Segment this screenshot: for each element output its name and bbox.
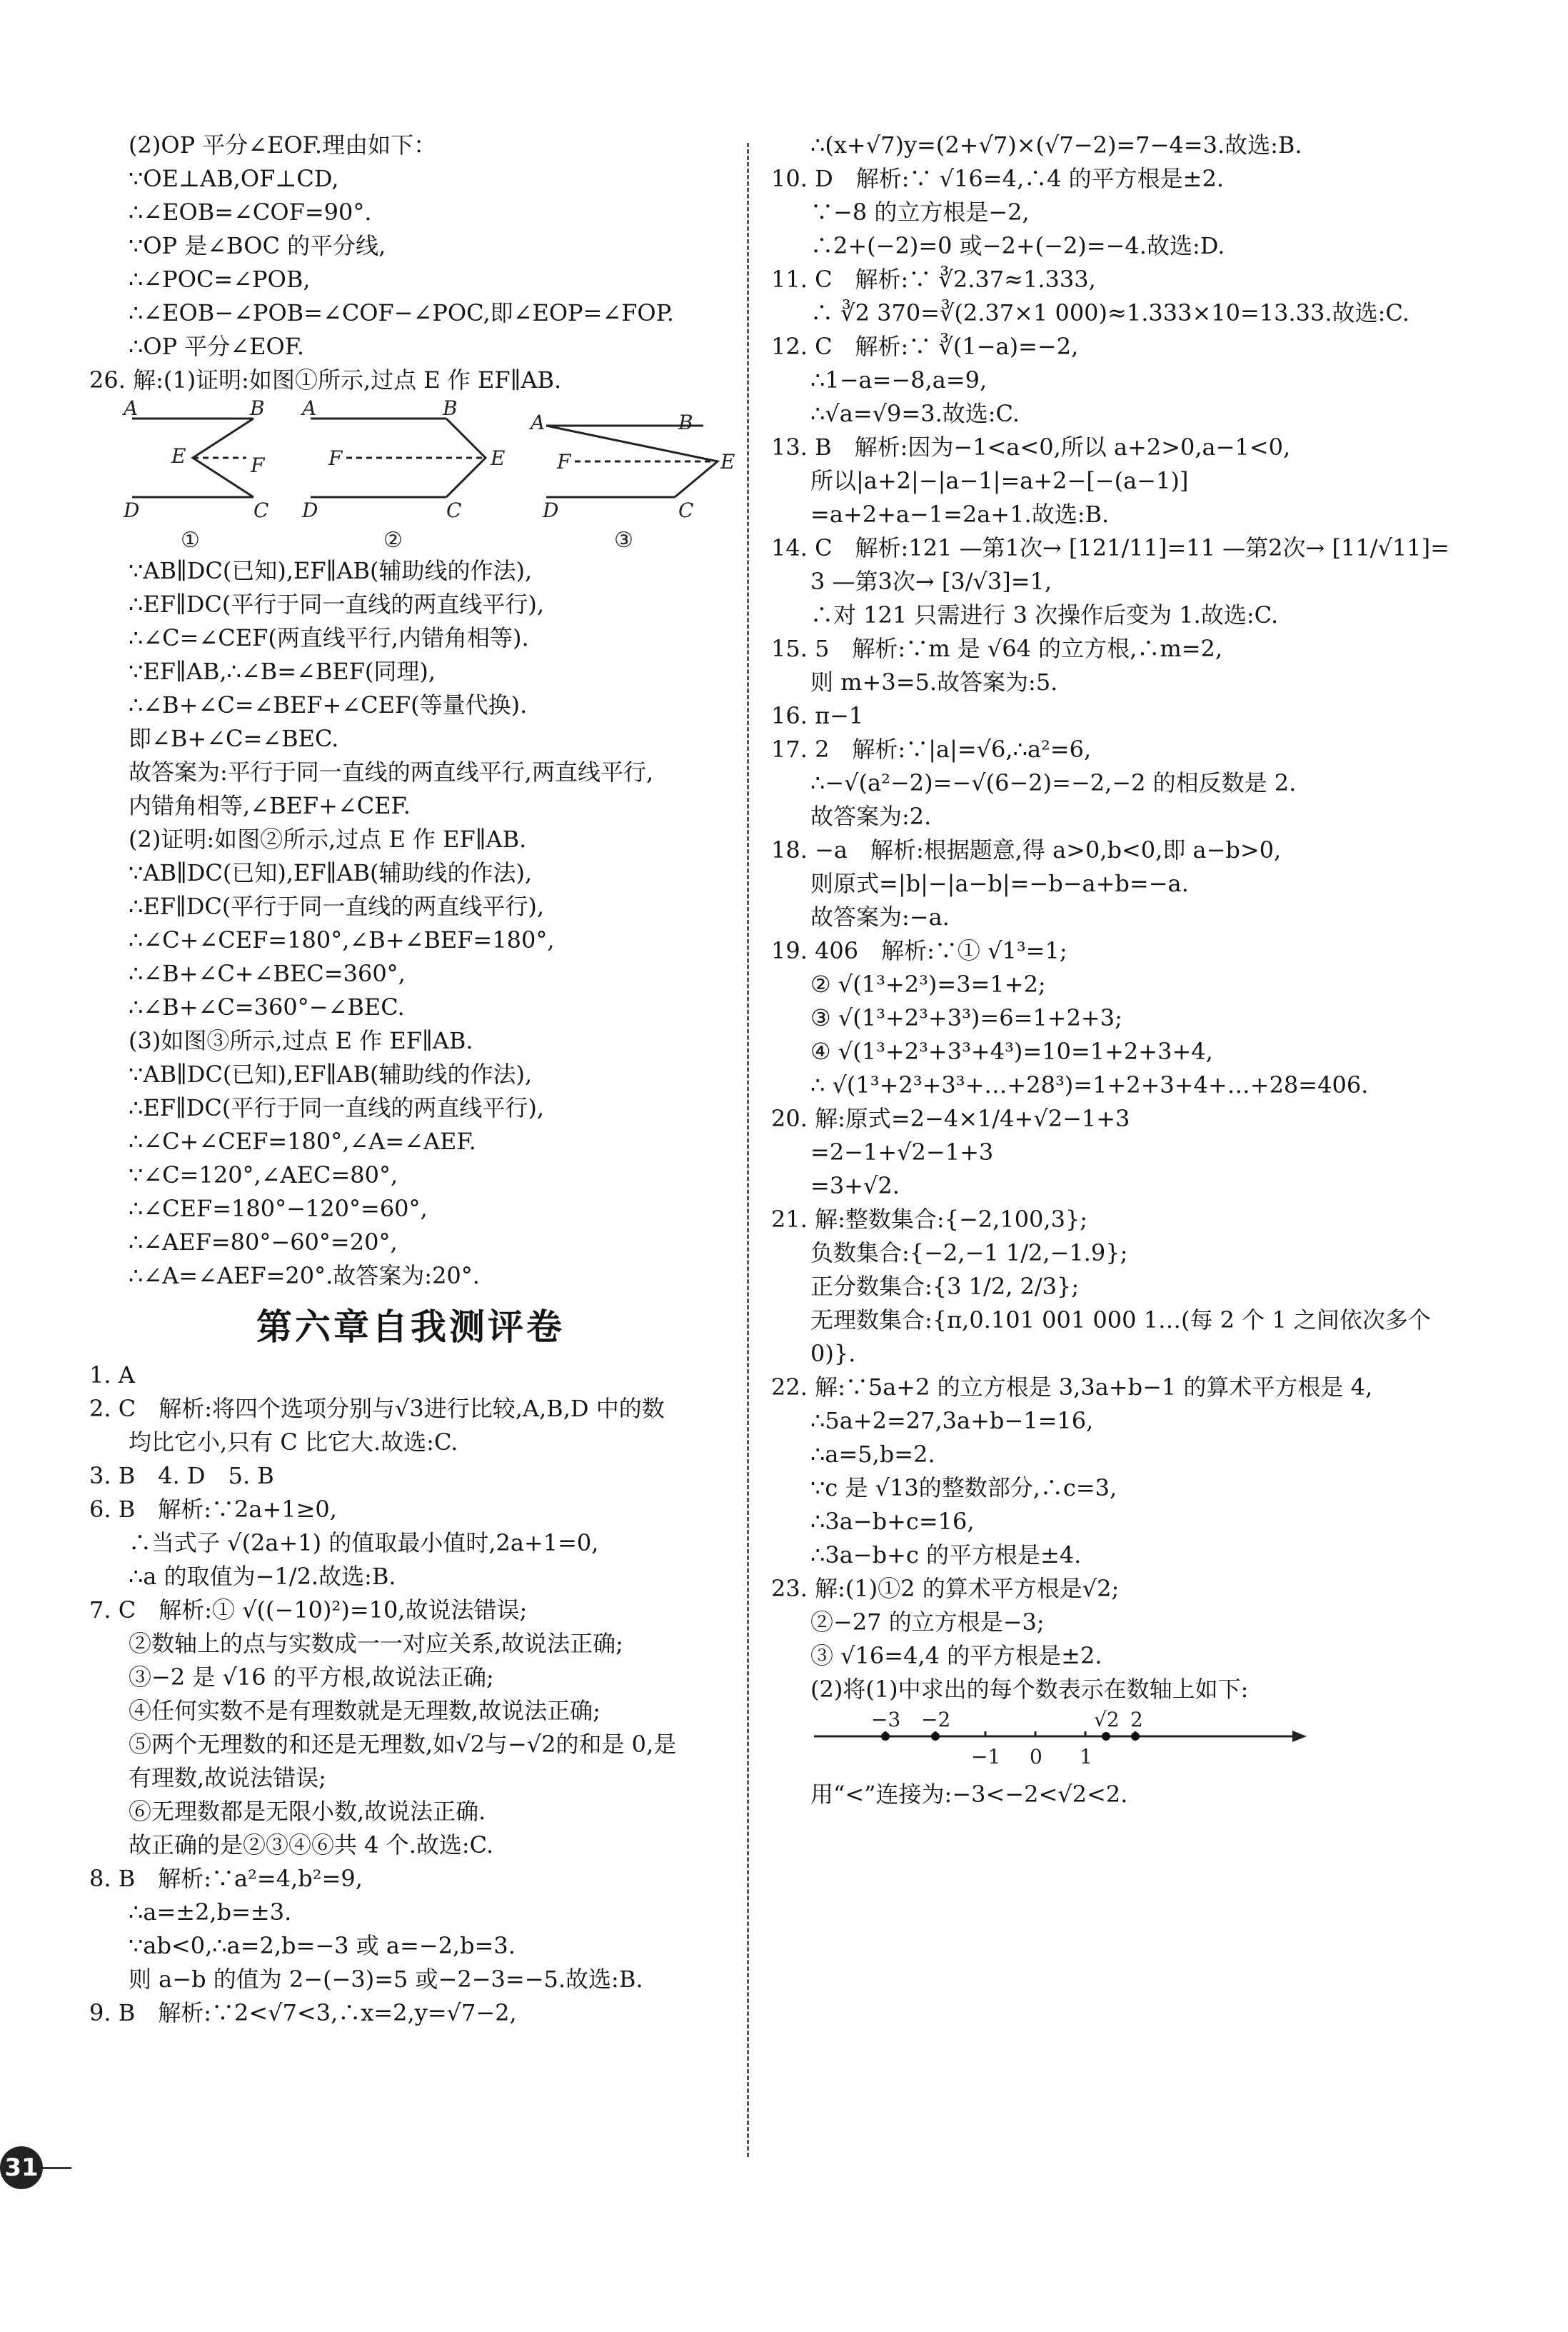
geometry-figures (89, 396, 735, 554)
lm-line: ∴∠C=∠CEF(两直线平行,内错角相等). (129, 624, 529, 651)
lm-line: ∴∠CEF=180°−120°=60°, (129, 1195, 428, 1222)
ra-line: ∴2+(−2)=0 或−2+(−2)=−4.故选:D. (810, 232, 1225, 259)
ra-line: 20. 解:原式=2−4×1/4+√2−1+3 (771, 1105, 1130, 1132)
nl-label-sqrt2: √2 (1094, 1708, 1120, 1731)
ra-line: =2−1+√2−1+3 (810, 1139, 994, 1166)
lm-line: ∴∠A=∠AEF=20°.故答案为:20°. (129, 1262, 480, 1289)
ra-line: 负数集合:{−2,−1 1/2,−1.9}; (810, 1239, 1128, 1266)
nl-label-minus-3: −3 (871, 1708, 901, 1731)
lb-line: 9. B 解析:∵2<√7<3,∴x=2,y=√7−2, (89, 1999, 517, 2026)
lm-line: ∴∠B+∠C+∠BEC=360°, (129, 960, 406, 987)
lm-line: ∴∠B+∠C=360°−∠BEC. (129, 994, 405, 1021)
lb-line: 有理数,故说法错误; (129, 1764, 326, 1791)
lm-line: (2)证明:如图②所示,过点 E 作 EF∥AB. (129, 826, 527, 853)
fig3-label-e: E (720, 450, 735, 474)
fig1-label-d: D (124, 499, 140, 522)
lm-line: ∵∠C=120°,∠AEC=80°, (129, 1161, 398, 1188)
number-line (771, 1706, 1457, 1778)
fig1-label-f: F (251, 454, 265, 477)
ra-line: 21. 解:整数集合:{−2,100,3}; (771, 1206, 1088, 1233)
nl-label-1: 1 (1080, 1745, 1092, 1768)
lm-line: ∴EF∥DC(平行于同一直线的两直线平行), (129, 1094, 544, 1121)
left-bottom-block (89, 1358, 732, 2030)
ra-line: ④ √(1³+2³+3³+4³)=10=1+2+3+4, (810, 1038, 1213, 1065)
fig2-label-d: D (302, 499, 318, 522)
ra-line: ∴3a−b+c=16, (810, 1508, 975, 1535)
ra-line: 22. 解:∵5a+2 的立方根是 3,3a+b−1 的算术平方根是 4, (771, 1373, 1373, 1401)
ra-line: 13. B 解析:因为−1<a<0,所以 a+2>0,a−1<0, (771, 434, 1291, 461)
lm-line: ∵AB∥DC(已知),EF∥AB(辅助线的作法), (129, 557, 533, 584)
ra-line: 则 m+3=5.故答案为:5. (810, 669, 1058, 696)
fig3-label-c: C (678, 499, 694, 522)
lb-line: 8. B 解析:∵a²=4,b²=9, (89, 1865, 363, 1892)
ra-line: ∴1−a=−8,a=9, (810, 366, 987, 394)
nl-label-minus-1: −1 (971, 1745, 1001, 1768)
fig3-label-f: F (557, 450, 571, 474)
lb-line: ②数轴上的点与实数成一一对应关系,故说法正确; (129, 1630, 623, 1657)
lm-line: ∵AB∥DC(已知),EF∥AB(辅助线的作法), (129, 1061, 533, 1088)
ra-line: (2)将(1)中求出的每个数表示在数轴上如下: (810, 1676, 1249, 1703)
lb-line: ④任何实数不是有理数就是无理数,故说法正确; (129, 1697, 600, 1724)
ra-line: 正分数集合:{3 1/2, 2/3}; (810, 1273, 1080, 1300)
fig2-label-c: C (446, 499, 462, 522)
left-column (89, 129, 735, 2030)
lb-line: ∵ab<0,∴a=2,b=−3 或 a=−2,b=3. (129, 1932, 516, 1959)
point-minus-2 (931, 1732, 940, 1741)
ra-line: ∴对 121 只需进行 3 次操作后变为 1.故选:C. (810, 601, 1279, 629)
right-column (771, 129, 1457, 1811)
ra-line: ∴ ∛2 370=∛(2.37×1 000)≈1.333×10=13.33.故选:C. (810, 299, 1409, 326)
lb-line: 3. B 4. D 5. B (89, 1462, 274, 1489)
lt-line: ∵OP 是∠BOC 的平分线, (129, 232, 386, 259)
ra-line: ∴3a−b+c 的平方根是±4. (810, 1541, 1082, 1568)
lb-line: ⑤两个无理数的和还是无理数,如√2与−√2的和是 0,是 (129, 1731, 677, 1758)
lt-line: ∵OE⊥AB,OF⊥CD, (129, 165, 339, 192)
lt-line: 26. 解:(1)证明:如图①所示,过点 E 作 EF∥AB. (89, 366, 562, 394)
ra-line: 故答案为:−a. (810, 904, 950, 931)
lb-line: 则 a−b 的值为 2−(−3)=5 或−2−3=−5.故选:B. (129, 1966, 643, 1993)
number-line-svg (771, 1706, 1314, 1778)
lm-line: ∴∠B+∠C=∠BEF+∠CEF(等量代换). (129, 691, 528, 719)
ra-line: 19. 406 解析:∵① √1³=1; (771, 937, 1067, 964)
lm-line: ∴EF∥DC(平行于同一直线的两直线平行), (129, 591, 544, 618)
lb-line: 1. A (89, 1361, 135, 1388)
ra-line: 所以|a+2|−|a−1|=a+2−[−(a−1)] (810, 467, 1189, 494)
geometry-figures-svg (89, 396, 735, 554)
lm-line: 故答案为:平行于同一直线的两直线平行,两直线平行, (129, 759, 654, 786)
page-number-rule (43, 2167, 71, 2169)
lb-line: ③−2 是 √16 的平方根,故说法正确; (129, 1663, 494, 1691)
lm-line: 内错角相等,∠BEF+∠CEF. (129, 792, 411, 819)
fig1-label-a: A (124, 396, 139, 420)
lb-line: ∴当式子 √(2a+1) 的值取最小值时,2a+1=0, (129, 1529, 599, 1556)
fig1-label-c: C (253, 499, 269, 522)
lm-line: ∵AB∥DC(已知),EF∥AB(辅助线的作法), (129, 859, 533, 886)
ra-line: ③ √16=4,4 的平方根是±2. (810, 1642, 1102, 1669)
ra-line: ∵−8 的立方根是−2, (810, 199, 1030, 226)
lm-line: ∴∠C+∠CEF=180°,∠B+∠BEF=180°, (129, 926, 555, 954)
nl-label-minus-2: −2 (921, 1708, 951, 1731)
ra-line: 16. π−1 (771, 702, 864, 729)
lt-line: ∴∠POC=∠POB, (129, 266, 311, 293)
point-minus-3 (881, 1732, 890, 1741)
lt-line: ∴OP 平分∠EOF. (129, 333, 305, 360)
fig2-label-e: E (491, 446, 506, 470)
lb-line: 2. C 解析:将四个选项分别与√3进行比较,A,B,D 中的数 (89, 1395, 665, 1422)
lb-line: 均比它小,只有 C 比它大.故选:C. (129, 1428, 458, 1456)
fig3-label-a: A (531, 411, 546, 434)
ra-line: 无理数集合:{π,0.101 001 000 1…(每 2 个 1 之间依次多个 (810, 1306, 1431, 1333)
ra-line: 14. C 解析:121 —第1次→ [121/11]=11 —第2次→ [11/√11]= (771, 534, 1449, 561)
ra-line: ∴5a+2=27,3a+b−1=16, (810, 1407, 1094, 1434)
lm-line: ∴∠AEF=80°−60°=20°, (129, 1228, 398, 1256)
ra-line: 故答案为:2. (810, 803, 932, 830)
ra-line: ∴ √(1³+2³+3³+…+28³)=1+2+3+4+…+28=406. (810, 1071, 1369, 1099)
point-2 (1131, 1732, 1140, 1741)
nl-label-2: 2 (1130, 1708, 1143, 1731)
lb-line: ∴a 的取值为−1/2.故选:B. (129, 1563, 396, 1590)
fig1-label-e: E (171, 444, 186, 468)
ra-line: 18. −a 解析:根据题意,得 a>0,b<0,即 a−b>0, (771, 836, 1282, 864)
lb-line: 7. C 解析:① √((−10)²)=10,故说法错误; (89, 1596, 528, 1623)
right-answers-block (771, 129, 1457, 1706)
point-sqrt2 (1102, 1732, 1110, 1741)
chapter-title: 第六章自我测评卷 (256, 1306, 565, 1348)
lt-line: ∴∠EOB=∠COF=90°. (129, 199, 372, 226)
fig2-label-f: F (328, 446, 343, 470)
left-mid-block (89, 554, 732, 1293)
ra-line: 0)}. (810, 1340, 856, 1367)
ra-line: ∴√a=√9=3.故选:C. (810, 400, 1020, 427)
fig1-label-b: B (250, 396, 265, 420)
lm-line: ∵EF∥AB,∴∠B=∠BEF(同理), (129, 658, 436, 685)
fig2-label-a: A (302, 396, 317, 420)
ra-line: ②−27 的立方根是−3; (810, 1608, 1045, 1636)
lt-line: (2)OP 平分∠EOF.理由如下： (129, 131, 437, 159)
fig1-caption: ① (181, 528, 200, 553)
ra-line: 10. D 解析:∵ √16=4,∴4 的平方根是±2. (771, 165, 1225, 192)
fig2-caption: ② (383, 528, 403, 553)
ra-line: ∵c 是 √13的整数部分,∴c=3, (810, 1474, 1117, 1501)
ra-line: 11. C 解析:∵ ∛2.37≈1.333, (771, 266, 1096, 293)
left-top-block (89, 129, 732, 397)
lm-line: (3)如图③所示,过点 E 作 EF∥AB. (129, 1027, 473, 1054)
fig3-label-b: B (678, 411, 693, 434)
lm-line: 即∠B+∠C=∠BEC. (129, 725, 339, 752)
page-number: 31 (0, 2146, 43, 2189)
fig2-label-b: B (443, 396, 458, 420)
ra-line: 3 —第3次→ [3/√3]=1, (810, 568, 1052, 595)
fig3-caption: ③ (614, 528, 633, 553)
fig3-label-d: D (543, 499, 559, 522)
lm-line: ∴∠C+∠CEF=180°,∠A=∠AEF. (129, 1128, 476, 1155)
lm-line: ∴EF∥DC(平行于同一直线的两直线平行), (129, 893, 544, 920)
ra-line: 12. C 解析:∵ ∛(1−a)=−2, (771, 333, 1079, 360)
ra-line: 15. 5 解析:∵m 是 √64 的立方根,∴m=2, (771, 635, 1223, 662)
nl-label-0: 0 (1030, 1745, 1042, 1768)
ra-line: ② √(1³+2³)=3=1+2; (810, 971, 1046, 998)
ra-line: ∴(x+√7)y=(2+√7)×(√7−2)=7−4=3.故选:B. (810, 131, 1302, 159)
ra-line: ∴−√(a²−2)=−√(6−2)=−2,−2 的相反数是 2. (810, 769, 1297, 796)
ra-line: =a+2+a−1=2a+1.故选:B. (810, 501, 1110, 528)
lb-line: 6. B 解析:∵2a+1≥0, (89, 1496, 337, 1523)
final-comparison: 用“<”连接为:−3<−2<√2<2. (810, 1781, 1128, 1808)
ra-line: 23. 解:(1)①2 的算术平方根是√2; (771, 1575, 1120, 1602)
ra-line: =3+√2. (810, 1172, 900, 1199)
lt-line: ∴∠EOB−∠POB=∠COF−∠POC,即∠EOP=∠FOP. (129, 299, 674, 326)
ra-line: ∴a=5,b=2. (810, 1441, 935, 1468)
ra-line: 则原式=|b|−|a−b|=−b−a+b=−a. (810, 870, 1189, 897)
lb-line: ∴a=±2,b=±3. (129, 1898, 292, 1926)
column-divider (747, 143, 749, 2157)
ra-line: 17. 2 解析:∵|a|=√6,∴a²=6, (771, 736, 1092, 763)
lb-line: 故正确的是②③④⑥共 4 个.故选:C. (129, 1831, 494, 1858)
lb-line: ⑥无理数都是无限小数,故说法正确. (129, 1798, 486, 1825)
ra-line: ③ √(1³+2³+3³)=6=1+2+3; (810, 1004, 1122, 1031)
